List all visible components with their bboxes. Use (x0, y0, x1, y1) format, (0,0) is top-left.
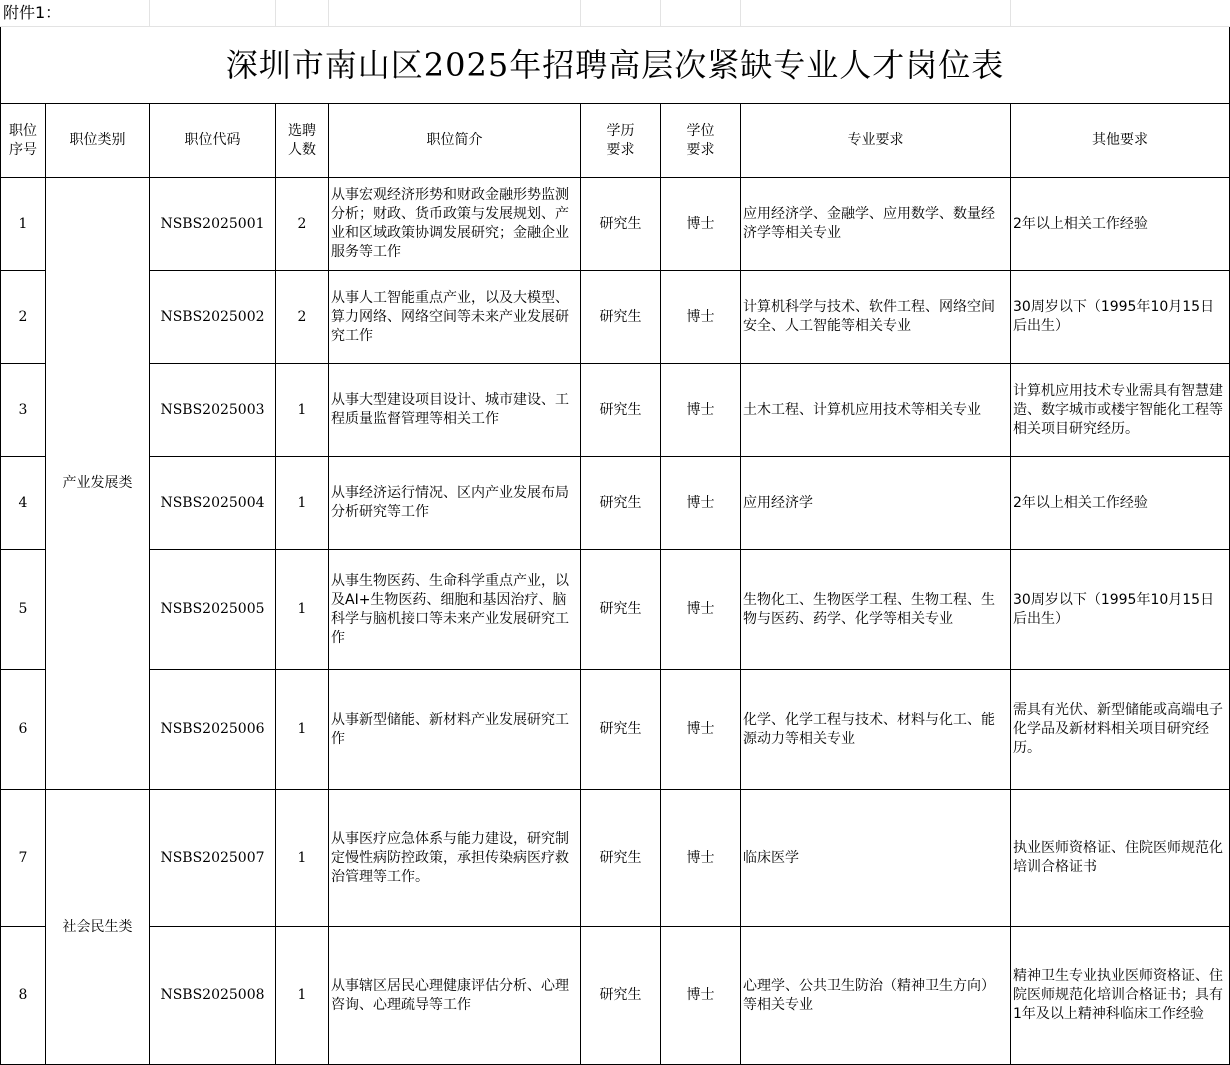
row-education: 研究生 (581, 178, 661, 271)
row-count: 2 (276, 271, 329, 364)
header-other: 其他要求 (1011, 104, 1230, 178)
row-major: 临床医学 (741, 790, 1011, 927)
row-major: 化学、化学工程与技术、材料与化工、能源动力等相关专业 (741, 670, 1011, 790)
row-other: 计算机应用技术专业需具有智慧建造、数字城市或楼宇智能化工程等相关项目研究经历。 (1011, 364, 1230, 457)
row-code: NSBS2025006 (150, 670, 276, 790)
row-intro: 从事人工智能重点产业，以及大模型、算力网络、网络空间等未来产业发展研究工作 (329, 271, 581, 364)
header-education: 学历 要求 (581, 104, 661, 178)
row-other: 精神卫生专业执业医师资格证、住院医师规范化培训合格证书；具有1年及以上精神科临床工作经验 (1011, 927, 1230, 1065)
table-row (1, 271, 1230, 364)
table-row (1, 457, 1230, 550)
row-other: 30周岁以下（1995年10月15日后出生） (1011, 550, 1230, 670)
row-other: 30周岁以下（1995年10月15日后出生） (1011, 271, 1230, 364)
row-seq: 1 (1, 178, 46, 271)
header-count: 选聘 人数 (276, 104, 329, 178)
row-education: 研究生 (581, 927, 661, 1065)
table-row (1, 178, 1230, 271)
table-row (1, 790, 1230, 927)
row-seq: 7 (1, 790, 46, 927)
row-degree: 博士 (661, 670, 741, 790)
row-code: NSBS2025003 (150, 364, 276, 457)
row-code: NSBS2025004 (150, 457, 276, 550)
header-major: 专业要求 (741, 104, 1011, 178)
row-intro: 从事宏观经济形势和财政金融形势监测分析；财政、货币政策与发展规划、产业和区域政策协调发展研究；金融企业服务等工作 (329, 178, 581, 271)
header-code: 职位代码 (150, 104, 276, 178)
table-row (1, 927, 1230, 1065)
row-count: 1 (276, 790, 329, 927)
row-other: 需具有光伏、新型储能或高端电子化学品及新材料相关项目研究经历。 (1011, 670, 1230, 790)
row-education: 研究生 (581, 457, 661, 550)
row-intro: 从事医疗应急体系与能力建设，研究制定慢性病防控政策，承担传染病医疗救治管理等工作。 (329, 790, 581, 927)
row-code: NSBS2025002 (150, 271, 276, 364)
row-major: 心理学、公共卫生防治（精神卫生方向）等相关专业 (741, 927, 1011, 1065)
row-degree: 博士 (661, 178, 741, 271)
title-row (0, 27, 1230, 103)
row-code: NSBS2025008 (150, 927, 276, 1065)
row-code: NSBS2025007 (150, 790, 276, 927)
row-major: 应用经济学 (741, 457, 1011, 550)
page-title: 深圳市南山区2025年招聘高层次紧缺专业人才岗位表 (225, 46, 1005, 84)
row-intro: 从事大型建设项目设计、城市建设、工程质量监督管理等相关工作 (329, 364, 581, 457)
row-education: 研究生 (581, 271, 661, 364)
row-major: 土木工程、计算机应用技术等相关专业 (741, 364, 1011, 457)
attachment-label: 附件1： (3, 3, 62, 22)
row-count: 2 (276, 178, 329, 271)
header-degree: 学位 要求 (661, 104, 741, 178)
row-education: 研究生 (581, 790, 661, 927)
row-code: NSBS2025005 (150, 550, 276, 670)
header-category: 职位类别 (46, 104, 150, 178)
header-intro: 职位简介 (329, 104, 581, 178)
table-header-row (1, 104, 1230, 178)
table-row (1, 550, 1230, 670)
row-intro: 从事辖区居民心理健康评估分析、心理咨询、心理疏导等工作 (329, 927, 581, 1065)
row-intro: 从事经济运行情况、区内产业发展布局分析研究等工作 (329, 457, 581, 550)
row-seq: 5 (1, 550, 46, 670)
category-cell: 社会民生类 (46, 790, 150, 1065)
row-seq: 8 (1, 927, 46, 1065)
row-intro: 从事新型储能、新材料产业发展研究工作 (329, 670, 581, 790)
row-degree: 博士 (661, 457, 741, 550)
row-seq: 4 (1, 457, 46, 550)
row-other: 2年以上相关工作经验 (1011, 178, 1230, 271)
row-major: 计算机科学与技术、软件工程、网络空间安全、人工智能等相关专业 (741, 271, 1011, 364)
row-degree: 博士 (661, 790, 741, 927)
position-table (0, 103, 1230, 1065)
row-degree: 博士 (661, 364, 741, 457)
row-education: 研究生 (581, 364, 661, 457)
row-degree: 博士 (661, 550, 741, 670)
row-count: 1 (276, 927, 329, 1065)
row-count: 1 (276, 364, 329, 457)
row-other: 2年以上相关工作经验 (1011, 457, 1230, 550)
row-seq: 6 (1, 670, 46, 790)
row-intro: 从事生物医药、生命科学重点产业，以及AI+生物医药、细胞和基因治疗、脑科学与脑机接口等未来产业发展研究工作 (329, 550, 581, 670)
row-education: 研究生 (581, 670, 661, 790)
category-cell: 产业发展类 (46, 178, 150, 790)
row-code: NSBS2025001 (150, 178, 276, 271)
row-count: 1 (276, 670, 329, 790)
row-seq: 3 (1, 364, 46, 457)
row-education: 研究生 (581, 550, 661, 670)
row-count: 1 (276, 550, 329, 670)
row-count: 1 (276, 457, 329, 550)
table-row (1, 364, 1230, 457)
table-row (1, 670, 1230, 790)
top-gridlines (0, 0, 1230, 27)
row-major: 应用经济学、金融学、应用数学、数量经济学等相关专业 (741, 178, 1011, 271)
row-major: 生物化工、生物医学工程、生物工程、生物与医药、药学、化学等相关专业 (741, 550, 1011, 670)
row-other: 执业医师资格证、住院医师规范化培训合格证书 (1011, 790, 1230, 927)
row-degree: 博士 (661, 271, 741, 364)
row-degree: 博士 (661, 927, 741, 1065)
header-seq: 职位 序号 (1, 104, 46, 178)
spreadsheet-top-bar (0, 0, 1230, 27)
row-seq: 2 (1, 271, 46, 364)
